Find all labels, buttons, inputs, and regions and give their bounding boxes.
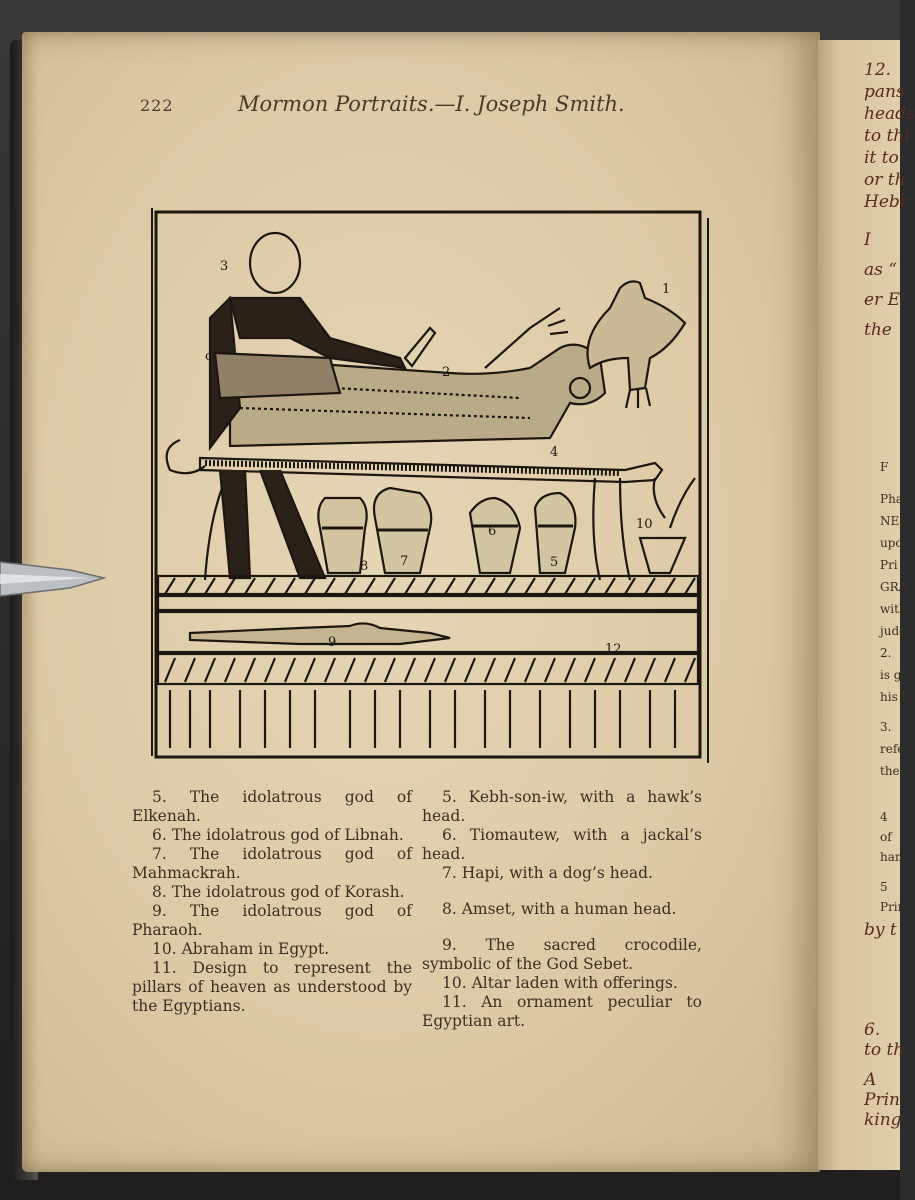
facing-page-fragment: 3. [880,720,892,734]
facing-page-fragment: king [864,1110,902,1130]
caption-item: 6. Tiomautew, with a jackal’s head. [422,826,702,863]
facing-page-fragment: to th [864,1040,905,1060]
facing-page-fragment: 2. [880,646,892,660]
caption-item: 5. Kebh-son-iw, with a hawk’s head. [422,788,702,825]
caption-item: 9. The sacred crocodile, symbolic of the God Sebet. [422,936,702,973]
figure-label-7: 7 [400,554,409,569]
facing-page-fragment: 4 [880,810,888,824]
facing-page-fragment: the [880,764,900,778]
figure-label-1: 1 [662,282,671,297]
caption-item: 5. The idolatrous god of Elkenah. [132,788,412,825]
caption-item: 8. Amset, with a human head. [442,900,677,918]
figure-label-10: 10 [636,517,653,532]
figure-label-6: 6 [488,524,497,539]
caption-item: 10. Altar laden with offerings. [442,974,678,992]
caption-item: 6. The idolatrous god of Libnah. [152,826,404,844]
figure-label-9: 9 [328,635,337,650]
facing-page-fragment: the [864,320,892,340]
pen-pointer-icon [0,548,110,608]
facing-page-fragment: pans [864,82,905,102]
facing-page-fragment: Pri [880,558,898,572]
facing-page-fragment: or th [864,170,906,190]
facing-page-fragment: 5 [880,880,888,894]
caption-item: 7. Hapi, with a dog’s head. [442,864,653,882]
caption-column-right [422,788,702,1031]
facing-page-fragment: Pha [880,492,903,506]
caption-item: 11. Design to represent the pillars of heaven as understood by the Egyptians. [132,959,412,1015]
facing-page-fragment: 6. [864,1020,881,1040]
figure-label-12: 12 [605,642,622,657]
facing-page-fragment: is gi [880,668,906,682]
facing-page-fragment: with [880,602,907,616]
caption-item: 10. Abraham in Egypt. [152,940,330,958]
figure-label-8: 8 [360,559,369,574]
caption-column-left [132,788,412,1016]
facing-page-fragment: his b [880,690,910,704]
book-page-right [818,40,915,1170]
facing-page-fragment: heads [864,104,915,124]
facing-page-fragment: er E [864,290,901,310]
facing-page-fragment: by t [864,920,897,940]
facing-page-fragment: NES [880,514,908,528]
facing-page-fragment: Hebr [864,192,908,212]
facing-page-fragment: judg [880,624,907,638]
facing-page-fragment: it to [864,148,899,168]
facing-page-fragment: of [880,830,892,844]
figure-label-4: 4 [550,445,559,460]
facing-page-fragment: han [880,850,903,864]
page-number: 222 [140,96,174,115]
caption-item: 7. The idolatrous god of Mahmackrah. [132,845,412,882]
facing-page-fragment: A [864,1070,877,1090]
page-header [140,92,660,122]
caption-item: 8. The idolatrous god of Korash. [152,883,405,901]
caption-item: 11. An ornament peculiar to Egyptian art. [422,993,702,1030]
facing-page-fragment: Prin [864,1090,900,1110]
facing-page-fragment: 12. [864,60,892,80]
facing-page-fragment: GRA [880,580,908,594]
figure-label-c: c [205,349,213,364]
facing-page-fragment: to thi [864,126,910,146]
figure-label-5: 5 [550,555,559,570]
running-title: Mormon Portraits.—I. Joseph Smith. [238,92,625,116]
facing-page-fragment: upo [880,536,903,550]
facing-page-fragment: as “ [864,260,897,280]
egyptian-facsimile-illustration-icon [150,208,710,763]
figure-label-3: 3 [220,259,229,274]
facing-page-fragment: refe [880,742,905,756]
caption-item: 9. The idolatrous god of Pharaoh. [132,902,412,939]
facing-page-fragment: I [864,230,871,250]
facing-page-fragment: F [880,460,889,474]
facing-page-fragment: Prin [880,900,906,914]
figure-label-2: 2 [442,365,451,380]
